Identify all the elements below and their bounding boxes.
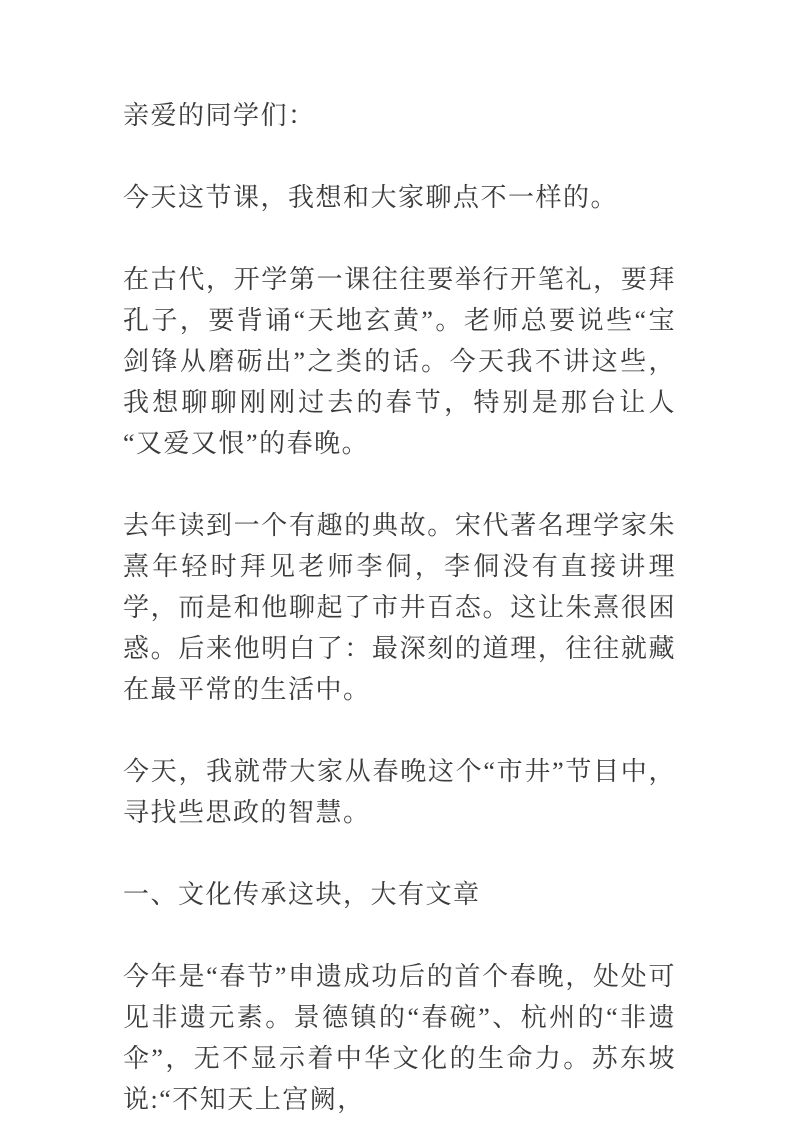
paragraph-zhuxi-anecdote: 去年读到一个有趣的典故。宋代著名理学家朱熹年轻时拜见老师李侗，李侗没有直接讲理学，而是和他聊起了市井百态。这让朱熹很困惑。后来他明白了：最深刻的道理，往往就藏在最平常的生活中。 <box>123 511 676 704</box>
paragraph-lead-in: 今天，我就带大家从春晚这个“市井”节目中，寻找些思政的智慧。 <box>123 757 676 827</box>
salutation: 亲爱的同学们： <box>123 101 316 130</box>
paragraph-spring-festival-heritage: 今年是“春节”申遗成功后的首个春晚，处处可见非遗元素。景德镇的“春碗”、杭州的“非遗伞”，无不显示着中华文化的生命力。苏东坡说:“不知天上宫阙， <box>123 962 676 1114</box>
paragraph-opening: 今天这节课，我想和大家聊点不一样的。 <box>123 183 619 212</box>
paragraph-ancient-first-lesson: 在古代，开学第一课往往要举行开笔礼，要拜孔子，要背诵“天地玄黄”。老师总要说些“宝剑锋从磨砺出”之类的话。今天我不讲这些，我想聊聊刚刚过去的春节，特别是那台让人“又爱又恨”的春晚。 <box>123 265 676 458</box>
section-heading-culture: 一、文化传承这块，大有文章 <box>123 880 481 909</box>
